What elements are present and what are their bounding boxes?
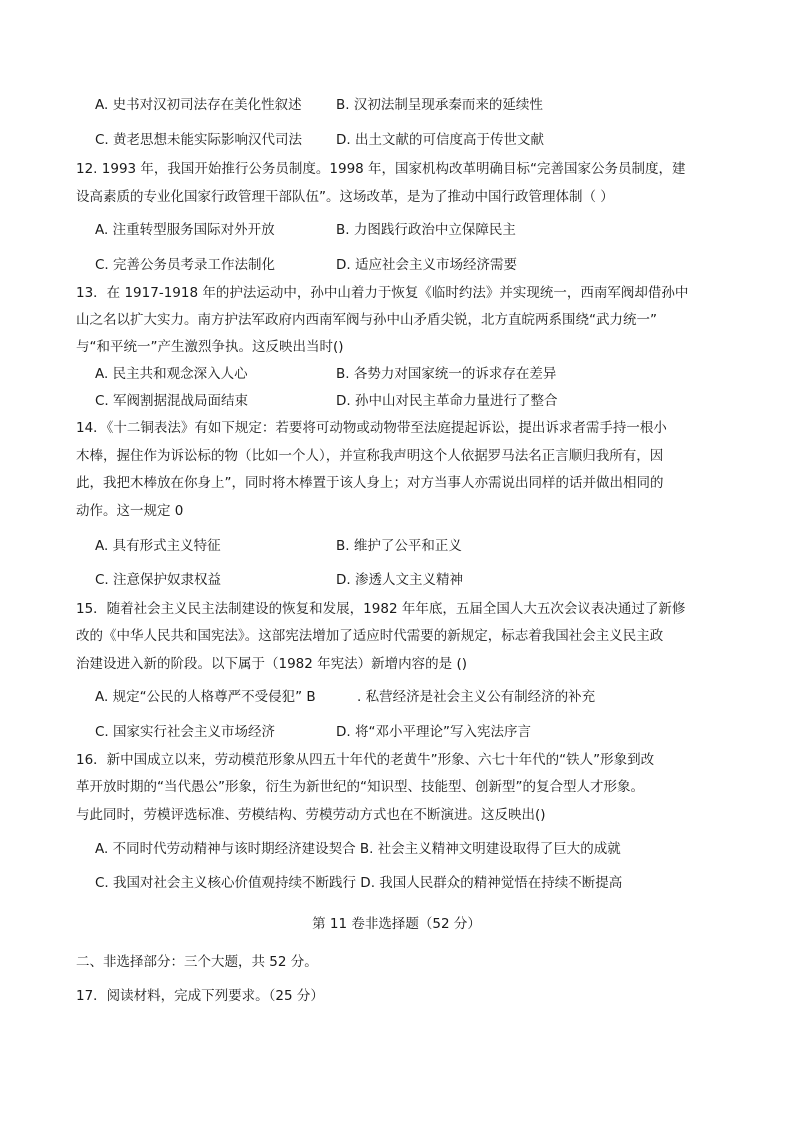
q16-options-c-d: C. 我国对社会主义核心价值观持续不断践行 D. 我国人民群众的精神觉悟在持续不断提高 xyxy=(95,875,623,891)
q15-stem-line-1: 15．随着社会主义民主法制建设的恢复和发展，1982 年年底，五届全国人大五次会议表决通过了新修 xyxy=(76,601,686,617)
section-intro: 二、非选择部分：三个大题，共 52 分。 xyxy=(76,954,318,970)
q14-option-d: D. 渗透人文主义精神 xyxy=(336,572,463,588)
q14-option-c: C. 注意保护奴隶权益 xyxy=(95,572,222,588)
q15-option-a: A. 规定“公民的人格尊严不受侵犯” B xyxy=(95,689,316,705)
q12-option-c: C. 完善公务员考录工作法制化 xyxy=(95,257,276,273)
q15-stem-line-3: 治建设进入新的阶段。以下属于（1982 年宪法）新增内容的是 () xyxy=(76,656,467,672)
q11-option-b: B. 汉初法制呈现承秦而来的延续性 xyxy=(336,97,543,113)
q14-stem-line-1: 14．《十二铜表法》有如下规定：若要将可动物或动物带至法庭提起诉讼，提出诉求者需手持一根小 xyxy=(76,420,667,436)
q16-stem-line-1: 16．新中国成立以来，劳动模范形象从四五十年代的老黄牛”形象、六七十年代的“铁人”形象到改 xyxy=(76,752,655,768)
q12-option-b: B. 力图践行政治中立保障民主 xyxy=(336,222,516,238)
q13-stem-line-1: 13．在 1917-1918 年的护法运动中，孙中山着力于恢复《临时约法》并实现统一，西南军阀却借孙中 xyxy=(76,285,689,301)
q16-stem-line-2: 革开放时期的“当代愚公”形象，衍生为新世纪的“知识型、技能型、创新型”的复合型人才形象。 xyxy=(76,779,644,795)
q11-option-a: A. 史书对汉初司法存在美化性叙述 xyxy=(95,97,302,113)
q14-stem-line-4: 动作。这一规定 0 xyxy=(76,503,184,519)
q14-option-a: A. 具有形式主义特征 xyxy=(95,538,221,554)
q14-stem-line-2: 木棒，握住作为诉讼标的物（比如一个人），并宣称我声明这个人依据罗马法名正言顺归我所有，因 xyxy=(76,448,664,464)
q11-option-d: D. 出土文献的可信度高于传世文献 xyxy=(336,132,544,148)
q16-stem-line-3: 与此同时，劳模评选标准、劳模结构、劳模劳动方式也在不断演进。这反映出() xyxy=(76,807,546,823)
q12-stem-line-2: 设高素质的专业化国家行政管理干部队伍”。这场改革，是为了推动中国行政管理体制（ ） xyxy=(76,189,614,205)
q12-option-d: D. 适应社会主义市场经济需要 xyxy=(336,257,517,273)
q15-option-c: C. 国家实行社会主义市场经济 xyxy=(95,724,276,740)
q11-option-c: C. 黄老思想未能实际影响汉代司法 xyxy=(95,132,303,148)
q15-option-d: D. 将“邓小平理论”写入宪法序言 xyxy=(336,724,531,740)
section-title: 第 11 卷非选择题（52 分） xyxy=(312,916,481,932)
q13-option-d: D. 孙中山对民主革命力量进行了整合 xyxy=(336,393,558,409)
q15-option-b: . 私营经济是社会主义公有制经济的补充 xyxy=(357,689,596,705)
q13-stem-line-2: 山之名以扩大实力。南方护法军政府内西南军阀与孙中山矛盾尖锐，北方直皖两系围绕“武力统一” xyxy=(76,312,657,328)
q17-heading: 17．阅读材料，完成下列要求。（25 分） xyxy=(76,988,324,1004)
q12-option-a: A. 注重转型服务国际对外开放 xyxy=(95,222,275,238)
q14-stem-line-3: 此，我把木棒放在你身上”，同时将木棒置于该人身上；对方当事人亦需说出同样的话并做出相同的 xyxy=(76,475,664,491)
q13-stem-line-3: 与“和平统一”产生激烈争执。这反映出当时() xyxy=(76,339,344,355)
q13-option-b: B. 各势力对国家统一的诉求存在差异 xyxy=(336,366,557,382)
q16-options-a-b: A. 不同时代劳动精神与该时期经济建设契合 B. 社会主义精神文明建设取得了巨大的成就 xyxy=(95,841,621,857)
q13-option-c: C. 军阀割据混战局面结束 xyxy=(95,393,249,409)
q12-stem-line-1: 12. 1993 年，我国开始推行公务员制度。1998 年，国家机构改革明确目标“完善国家公务员制度，建 xyxy=(76,161,686,177)
q14-option-b: B. 维护了公平和正义 xyxy=(336,538,462,554)
q13-option-a: A. 民主共和观念深入人心 xyxy=(95,366,248,382)
q15-stem-line-2: 改的《中华人民共和国宪法》。这部宪法增加了适应时代需要的新规定，标志着我国社会主义民主政 xyxy=(76,628,664,644)
